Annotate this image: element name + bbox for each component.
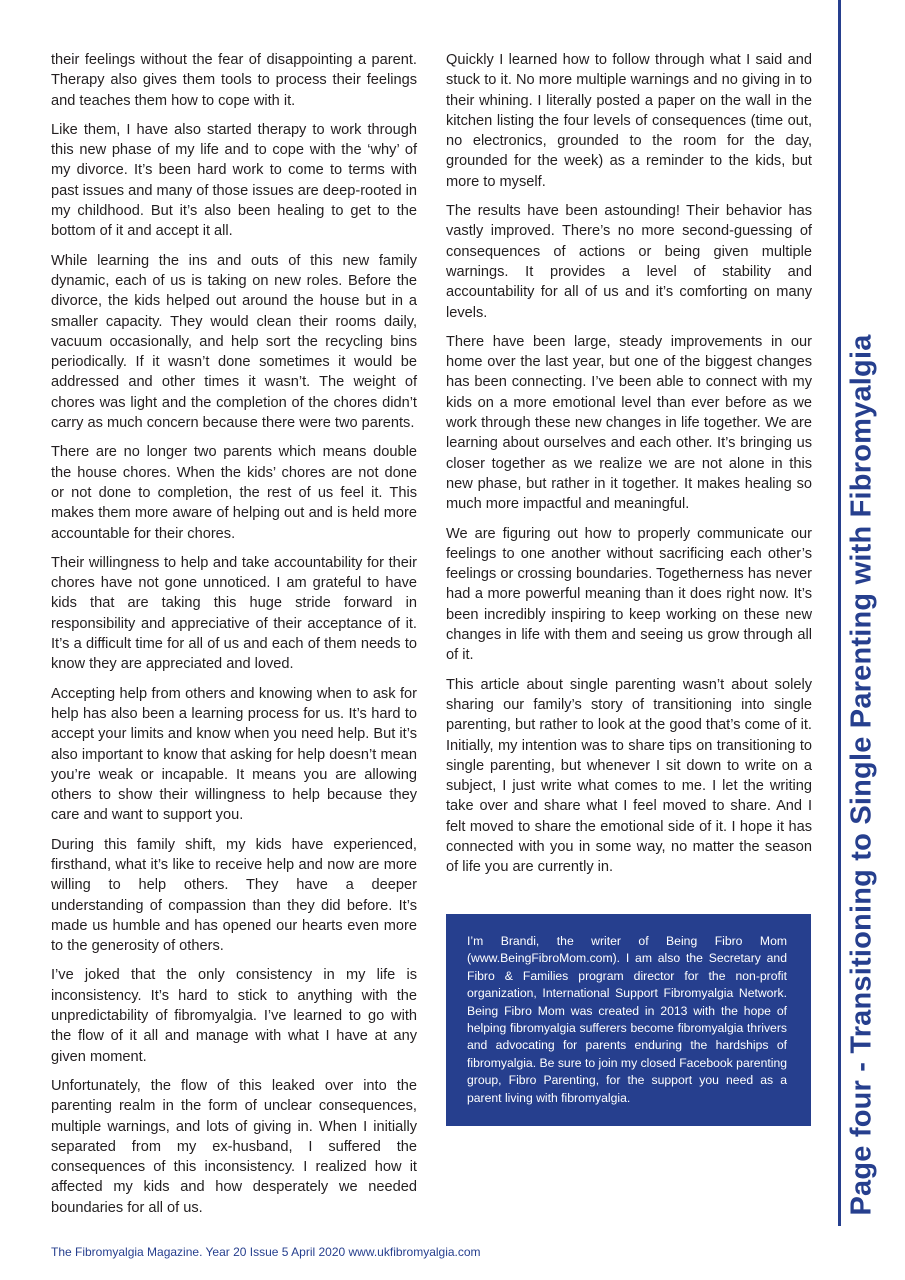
- article-paragraph: Like them, I have also started therapy to work through this new phase of my life and to cope with the ‘why’ of my divorce. It’s been hard work to come to terms with past issues and many of those issues are deep-rooted in my childhood. But it’s also been healing to get to the bottom of it and accept it all.: [51, 121, 417, 240]
- article-paragraph: There are no longer two parents which means double the house chores. When the kids’ chores are not done or not done to completion, the rest of us feel it. This makes them more aware of helping out and is held more accountable for their chores.: [51, 444, 417, 542]
- article-paragraph: This article about single parenting wasn’t about solely sharing our family’s story of transitioning into single parenting, but rather to look at the good that’s come of it. Initially, my intention was to share tips on transitioning to single parenting, but whenever I sit down to write on a subject, I just write what comes to me. I let the writing take over and share what I feel moved to share. And I felt moved to share the emotional side of it. I hope it has connected with you in some way, no matter the season of life you are currently in.: [446, 676, 812, 876]
- article-paragraph: We are figuring out how to properly communicate our feelings to one another without sacrificing each other’s feelings or crossing boundaries. Togetherness has never had a more powerful meaning than it does right now. It’s been incredibly inspiring to keep working on these new changes in life with them and seeing us grow through all of it.: [446, 525, 812, 664]
- article-paragraph: their feelings without the fear of disappointing a parent. Therapy also gives them tools to process their feelings and teaches them how to cope with it.: [51, 52, 417, 109]
- article-paragraph: The results have been astounding! Their behavior has vastly improved. There’s no more second-guessing of consequences of actions or being given multiple warnings. It provides a level of stability and accountability for all of us and it’s comforting on many levels.: [446, 203, 812, 321]
- article-paragraph: Unfortunately, the flow of this leaked over into the parenting realm in the form of unclear consequences, multiple warnings, and lots of giving in. When I initially separated from my ex-husband, I suffered the consequences of this inconsistency. I realized how it affected my kids and how desperately we needed boundaries for all of us.: [51, 1077, 417, 1216]
- article-column-left: [51, 50, 417, 1227]
- article-paragraph: Quickly I learned how to follow through what I said and stuck to it. No more multiple warnings and no giving in to their whining. I literally posted a paper on the wall in the kitchen listing the four levels of consequences (time out, no electronics, grounded to the room for the day, grounded for the week) as a reminder to the kids, but more to myself.: [446, 52, 812, 190]
- article-column-right: [446, 50, 812, 887]
- side-title-container: [832, 320, 892, 1230]
- article-paragraph: I’ve joked that the only consistency in my life is inconsistency. It’s hard to stick to anything with the unpredictability of fibromyalgia. I’ve learned to go with the flow of it all and manage with what I have at any given moment.: [51, 967, 417, 1065]
- article-paragraph: While learning the ins and outs of this new family dynamic, each of us is taking on new roles. Before the divorce, the kids helped out around the house but in a smaller capacity. They would clean their rooms daily, vacuum occasionally, and help sort the recycling bins periodically. If it wasn’t done sometimes it would be addressed and other times it wasn’t. The weight of chores was light and the completion of the chores didn’t carry as much concern because there were two parents.: [51, 252, 417, 432]
- article-paragraph: There have been large, steady improvements in our home over the last year, but one of the biggest changes has been connecting. I’ve been able to connect with my kids on a more emotional level than ever before as we work through these new changes in life together. We are learning about ourselves and each other. It’s bringing us closer together as we realize we are not alone in this new phase, but rather in it together. It makes healing so much more impactful and meaningful.: [446, 333, 812, 513]
- side-title: Page four - Transitioning to Single Parenting with Fibromyalgia: [845, 334, 878, 1216]
- author-bio-box: [446, 914, 811, 1126]
- article-paragraph: During this family shift, my kids have experienced, firsthand, what it’s like to receive help and now are more willing to help others. They have a deeper understanding of compassion than they did before. It’s made us humble and has opened our hearts even more to the generosity of others.: [51, 836, 417, 955]
- author-bio-text: I’m Brandi, the writer of Being Fibro Mom (www.BeingFibroMom.com). I am also the Secretary and Fibro & Families program director for the non-profit organization, International Support Fibromyalgia Network. Being Fibro Mom was created in 2013 with the hope of helping fibromyalgia sufferers become fibromyalgia thrivers and advocating for parents enduring the hardships of fibromyalgia. Be sure to join my closed Facebook parenting group, Fibro Parenting, for the support you need as a parent living with fibromyalgia.: [467, 934, 787, 1105]
- article-paragraph: Accepting help from others and knowing when to ask for help has also been a learning process for us. It’s hard to accept your limits and know when you need help. But it’s also important to know that asking for help doesn’t mean you’re weak or incapable. It means you are allowing others to show their willingness to help because they care and want to support you.: [51, 685, 417, 824]
- page-footer: The Fibromyalgia Magazine. Year 20 Issue 5 April 2020 www.ukfibromyalgia.com: [51, 1245, 481, 1259]
- article-paragraph: Their willingness to help and take accountability for their chores have not gone unnoticed. I am grateful to have kids that are taking this huge stride forward in responsibility and appreciative of their acceptance of it. It’s a difficult time for all of us and each of them needs to know they are appreciated and loved.: [51, 554, 417, 673]
